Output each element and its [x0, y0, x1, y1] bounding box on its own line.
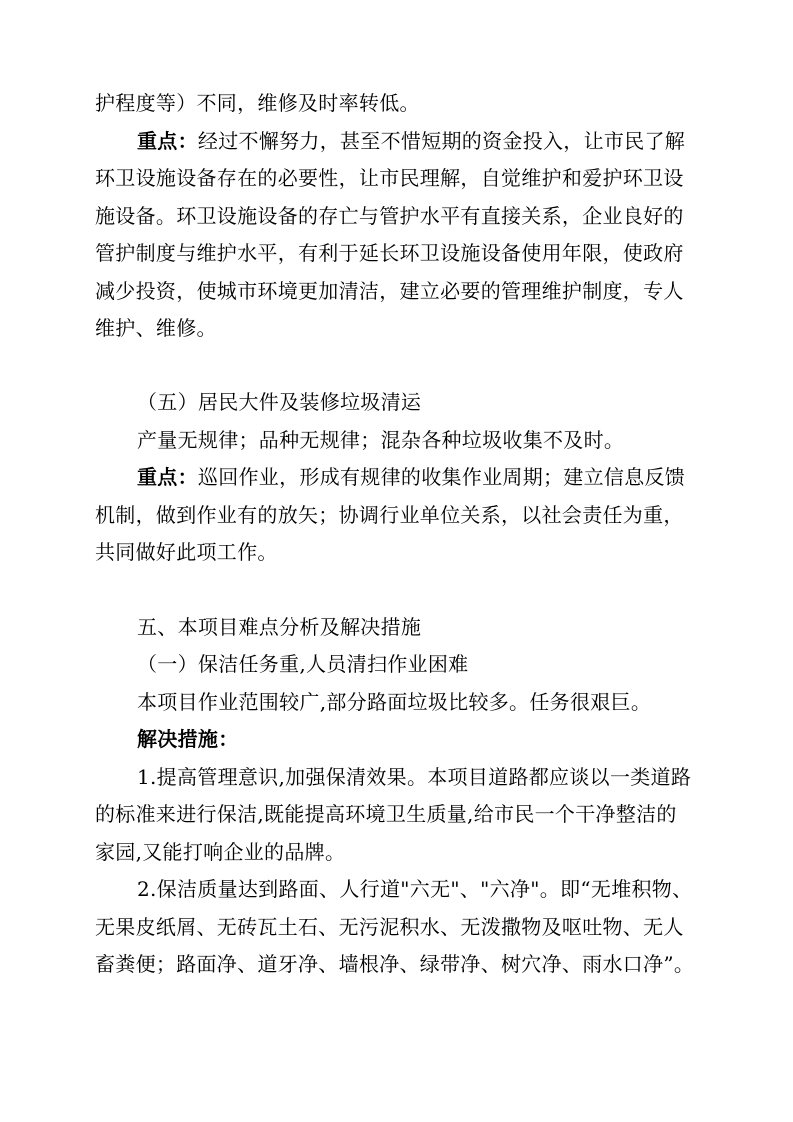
line-text: 减少投资，使城市环境更加清洁，建立必要的管理维护制度，专人 [95, 279, 684, 303]
section-heading [137, 614, 421, 640]
paragraph-line [137, 427, 624, 453]
paragraph-line [95, 165, 684, 191]
paragraph-line [95, 278, 684, 304]
paragraph-line [95, 951, 694, 977]
paragraph-line [137, 464, 685, 490]
line-text: 护程度等）不同，维修及时率转低。 [95, 91, 420, 115]
key-point-label: 重点： [137, 129, 198, 153]
paragraph-line [137, 128, 685, 154]
line-text: 2.保洁质量达到路面、人行道"六无"、"六净"。即“无堆积物、 [137, 877, 693, 901]
solution-heading [137, 726, 239, 752]
subsection-heading [137, 651, 468, 677]
line-text: 巡回作业，形成有规律的收集作业周期；建立信息反馈 [197, 465, 686, 489]
paragraph-line [95, 90, 420, 116]
line-text: 管护制度与维护水平，有利于延长环卫设施设备使用年限，使政府 [95, 241, 684, 265]
paragraph-line [95, 203, 684, 229]
paragraph-line [95, 539, 278, 565]
paragraph-line [137, 764, 691, 790]
line-text: 机制，做到作业有的放矢；协调行业单位关系，以社会责任为重， [95, 503, 684, 527]
key-point-label: 重点： [137, 465, 198, 489]
heading-text: （一）保洁任务重,人员清扫作业困难 [137, 652, 469, 676]
paragraph-line [95, 502, 684, 528]
line-text: 经过不懈努力，甚至不惜短期的资金投入，让市民了解 [197, 129, 686, 153]
paragraph-line [95, 315, 217, 341]
section-heading [137, 389, 421, 415]
paragraph-line [95, 240, 684, 266]
heading-text: 五、本项目难点分析及解决措施 [137, 615, 422, 639]
line-text: 维护、维修。 [95, 316, 217, 340]
paragraph-line [137, 689, 651, 715]
paragraph-line [95, 839, 345, 865]
line-text: 共同做好此项工作。 [95, 540, 278, 564]
line-text: 的标准来进行保洁,既能提高环境卫生质量,给市民一个干净整洁的 [95, 802, 677, 826]
line-text: 畜粪便；路面净、道牙净、墙根净、绿带净、树穴净、雨水口净”。 [95, 952, 695, 976]
line-text: 本项目作业范围较广,部分路面垃圾比较多。任务很艰巨。 [137, 690, 652, 714]
line-text: 家园,又能打响企业的品牌。 [95, 840, 346, 864]
line-text: 1.提高管理意识,加强保清效果。本项目道路都应谈以一类道路 [137, 765, 692, 789]
paragraph-line [137, 876, 692, 902]
paragraph-line [95, 914, 684, 940]
line-text: 施设备。环卫设施设备的存亡与管护水平有直接关系，企业良好的 [95, 204, 684, 228]
heading-text: （五）居民大件及装修垃圾清运 [137, 390, 422, 414]
line-text: 产量无规律；品种无规律；混杂各种垃圾收集不及时。 [137, 428, 625, 452]
line-text: 环卫设施设备存在的必要性，让市民理解，自觉维护和爱护环卫设 [95, 166, 684, 190]
paragraph-line [95, 801, 677, 827]
solution-label: 解决措施： [137, 727, 239, 751]
line-text: 无果皮纸屑、无砖瓦土石、无污泥积水、无泼撒物及呕吐物、无人 [95, 915, 684, 939]
